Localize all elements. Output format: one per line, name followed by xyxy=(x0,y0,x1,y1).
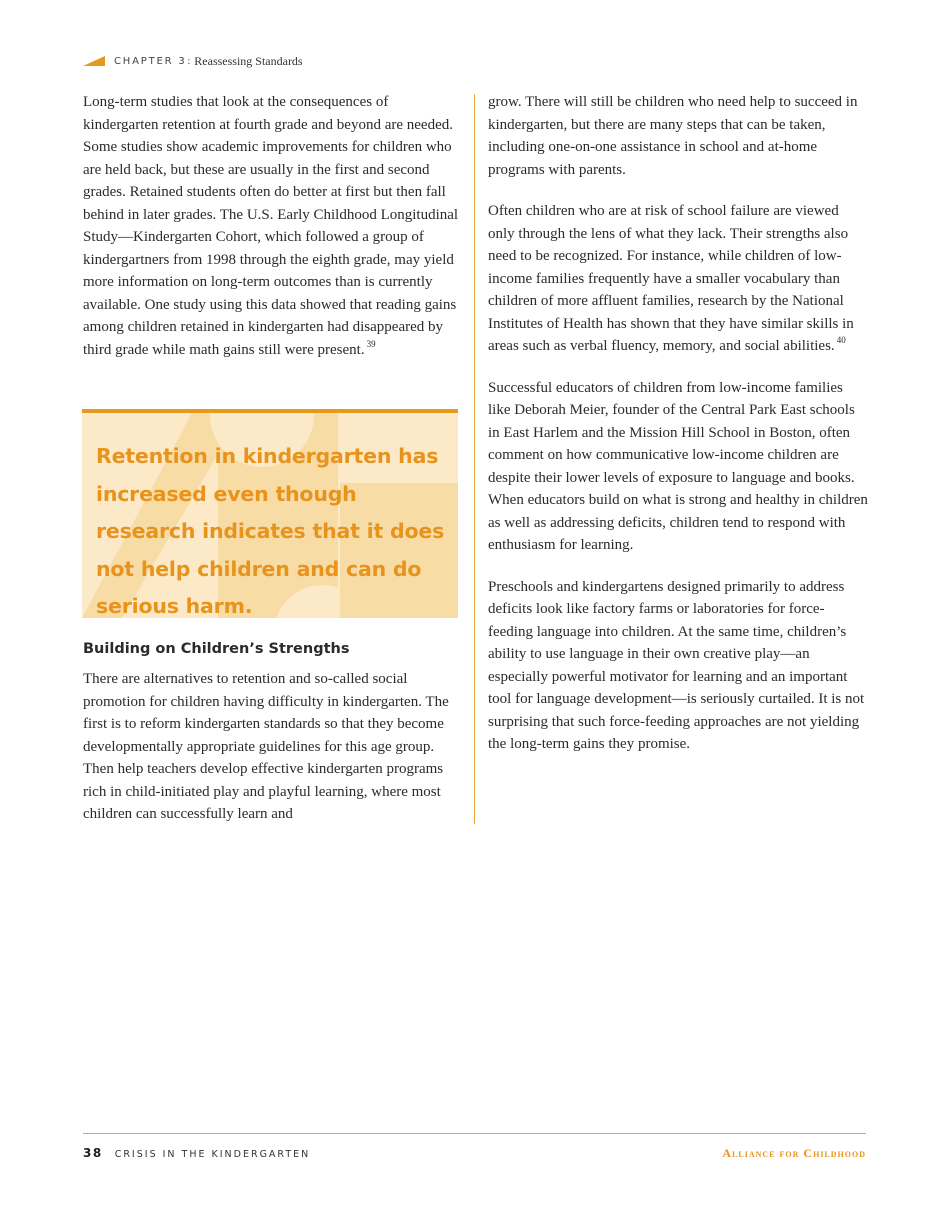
paragraph-text: Long-term studies that look at the consequences of kindergarten retention at fourth grade and beyond are needed. Some studies show academic improvements for children who are held back, but these are usually in the first and second grades. Retained students often do better at first but then fall behind in later grades. The U.S. Early Childhood Longitudinal Study—Kindergarten Cohort, which followed a group of kindergartners from 1998 through the eighth grade, may yield more information on long-term outcomes than is currently available. One study using this data showed that reading gains among children retained in kindergarten had disappeared by third grade while math gains still were present. xyxy=(83,94,459,358)
chapter-label: CHAPTER 3 xyxy=(114,55,187,67)
footer-rule xyxy=(83,1133,866,1134)
body-paragraph: Preschools and kindergartens designed primarily to address deficits look like factory farms or laboratories for force-feeding language into children. At the same time, children’s ability to use language in their own creative play—an especially powerful motivator for learning and an important tool for language development—is seriously curtailed. It is not surprising that such force-feeding approaches are not yielding the long-term gains they promise. xyxy=(488,578,865,752)
body-paragraph xyxy=(488,200,868,358)
column-divider xyxy=(474,94,475,824)
publisher-name: Alliance for Childhood xyxy=(722,1146,866,1160)
chapter-separator: : xyxy=(187,55,191,67)
footer-left xyxy=(83,1146,310,1160)
chapter-header xyxy=(83,53,303,69)
body-paragraph xyxy=(83,91,461,361)
pull-quote-box xyxy=(82,409,458,618)
left-column xyxy=(83,91,461,380)
footnote-reference: 39 xyxy=(366,338,376,349)
footnote-reference: 40 xyxy=(836,335,846,345)
right-column xyxy=(488,91,868,775)
book-title: CRISIS IN THE KINDERGARTEN xyxy=(114,1149,311,1160)
body-paragraph: Successful educators of children from low-income families like Deborah Meier, founder of the Central Park East schools in East Harlem and the Mission Hill School in Boston, often comment on how communicative low-income children are despite their lower levels of exposure to language and books. When educators build on what is strong and healthy in children as well as addressing deficits, children tend to respond with enthusiasm for learning. xyxy=(488,379,868,553)
page-number: 38 xyxy=(83,1146,103,1160)
left-column-lower xyxy=(83,668,461,845)
chapter-triangle-icon xyxy=(83,56,105,66)
section-heading: Building on Children’s Strengths xyxy=(83,641,350,657)
chapter-title: Reassessing Standards xyxy=(194,53,303,68)
body-paragraph: There are alternatives to retention and so-called social promotion for children having difficulty in kindergarten. The first is to reform kindergarten standards so that they become developmentally appropriate guidelines for this age group. Then help teachers develop effective kindergarten programs rich in child-initiated play and playful learning, where most children can successfully learn and xyxy=(83,671,449,822)
pull-quote-text: Retention in kindergarten has increased even though research indicates that it does not help children and can do serious harm. xyxy=(96,444,445,618)
paragraph-text: Often children who are at risk of school failure are viewed only through the lens of what they lack. Their strengths also need to be recognized. For instance, while children of low-income families frequently have a smaller vocabulary than children of more affluent families, research by the National Institutes of Health has shown that they have similar skills in areas such as verbal fluency, memory, and social abilities. xyxy=(488,203,854,354)
body-paragraph: grow. There will still be children who need help to succeed in kindergarten, but there are many steps that can be taken, including one-on-one assistance in school and at-home programs with parents. xyxy=(488,94,858,178)
